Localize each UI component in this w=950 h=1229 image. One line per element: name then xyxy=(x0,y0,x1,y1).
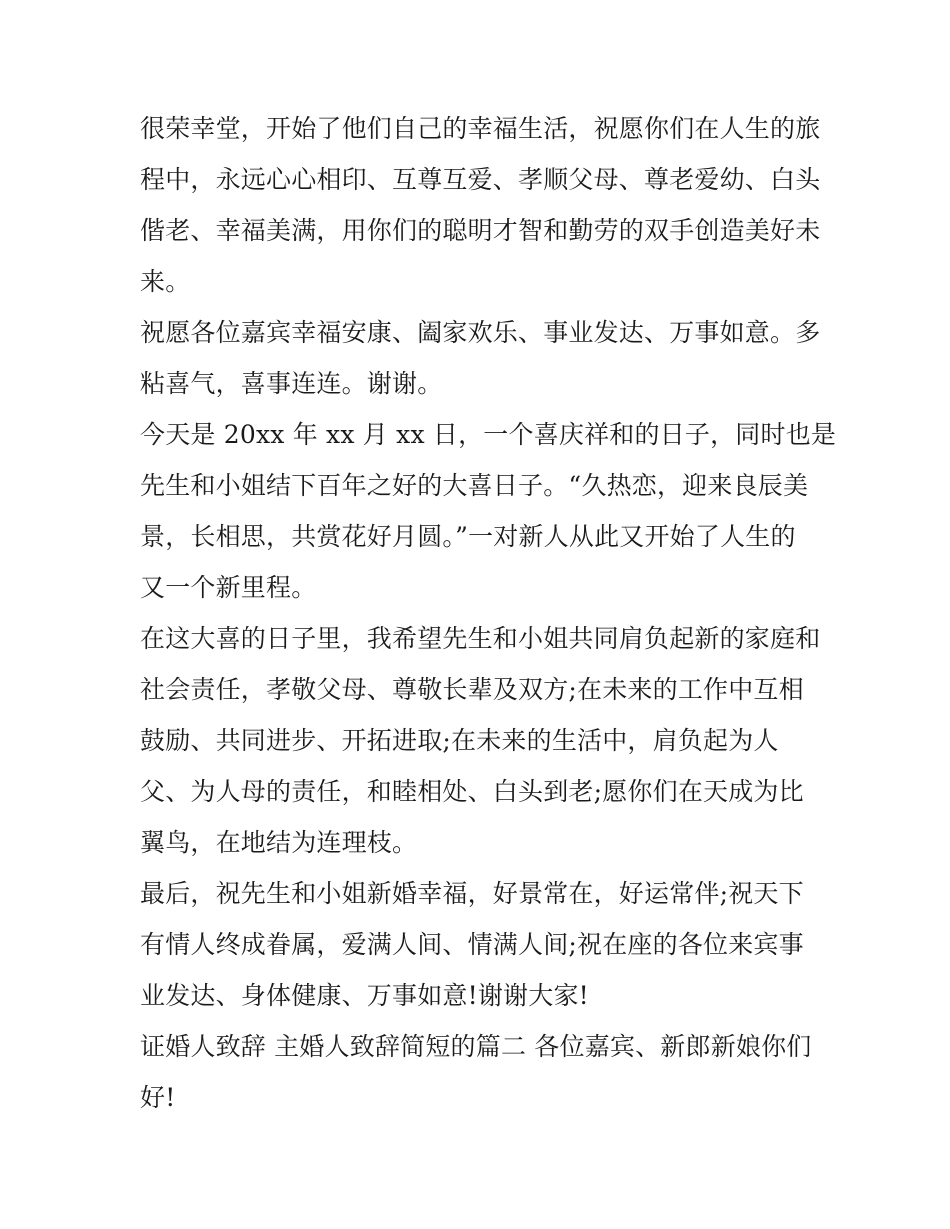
text-line: 先生和小姐结下百年之好的大喜日子。“久热恋，迎来良辰美 xyxy=(140,471,809,500)
text-line: 好! xyxy=(140,1083,176,1112)
text-line: 翼鸟，在地结为连理枝。 xyxy=(140,828,418,857)
text-line: 来。 xyxy=(140,267,191,296)
text-line: 社会责任，孝敬父母、尊敬长辈及双方;在未来的工作中互相 xyxy=(140,675,804,704)
text-line: 证婚人致辞 主婚人致辞简短的篇二 各位嘉宾、新郎新娘你们 xyxy=(140,1032,812,1061)
text-line: 又一个新里程。 xyxy=(140,573,317,602)
text-line: 在这大喜的日子里，我希望先生和小姐共同肩负起新的家庭和 xyxy=(140,624,821,653)
text-line: 鼓励、共同进步、开拓进取;在未来的生活中，肩负起为人 xyxy=(140,726,779,755)
text-line: 很荣幸堂，开始了他们自己的幸福生活，祝愿你们在人生的旅 xyxy=(140,114,821,143)
text-line: 有情人终成眷属，爱满人间、情满人间;祝在座的各位来宾事 xyxy=(140,930,804,959)
text-line: 最后，祝先生和小姐新婚幸福，好景常在，好运常伴;祝天下 xyxy=(140,879,804,908)
document-body xyxy=(140,103,837,1123)
text-line: 景，长相思，共赏花好月圆。”一对新人从此又开始了人生的 xyxy=(140,522,796,551)
text-line: 业发达、身体健康、万事如意!谢谢大家! xyxy=(140,981,589,1010)
text-line: 粘喜气，喜事连连。谢谢。 xyxy=(140,369,443,398)
text-line: 程中，永远心心相印、互尊互爱、孝顺父母、尊老爱幼、白头 xyxy=(140,165,821,194)
text-line: 偕老、幸福美满，用你们的聪明才智和勤劳的双手创造美好未 xyxy=(140,216,821,245)
text-line: 今天是 20xx 年 xx 月 xx 日，一个喜庆祥和的日子，同时也是 xyxy=(140,420,837,449)
text-line: 祝愿各位嘉宾幸福安康、阖家欢乐、事业发达、万事如意。多 xyxy=(140,318,821,347)
text-line: 父、为人母的责任，和睦相处、白头到老;愿你们在天成为比 xyxy=(140,777,804,806)
